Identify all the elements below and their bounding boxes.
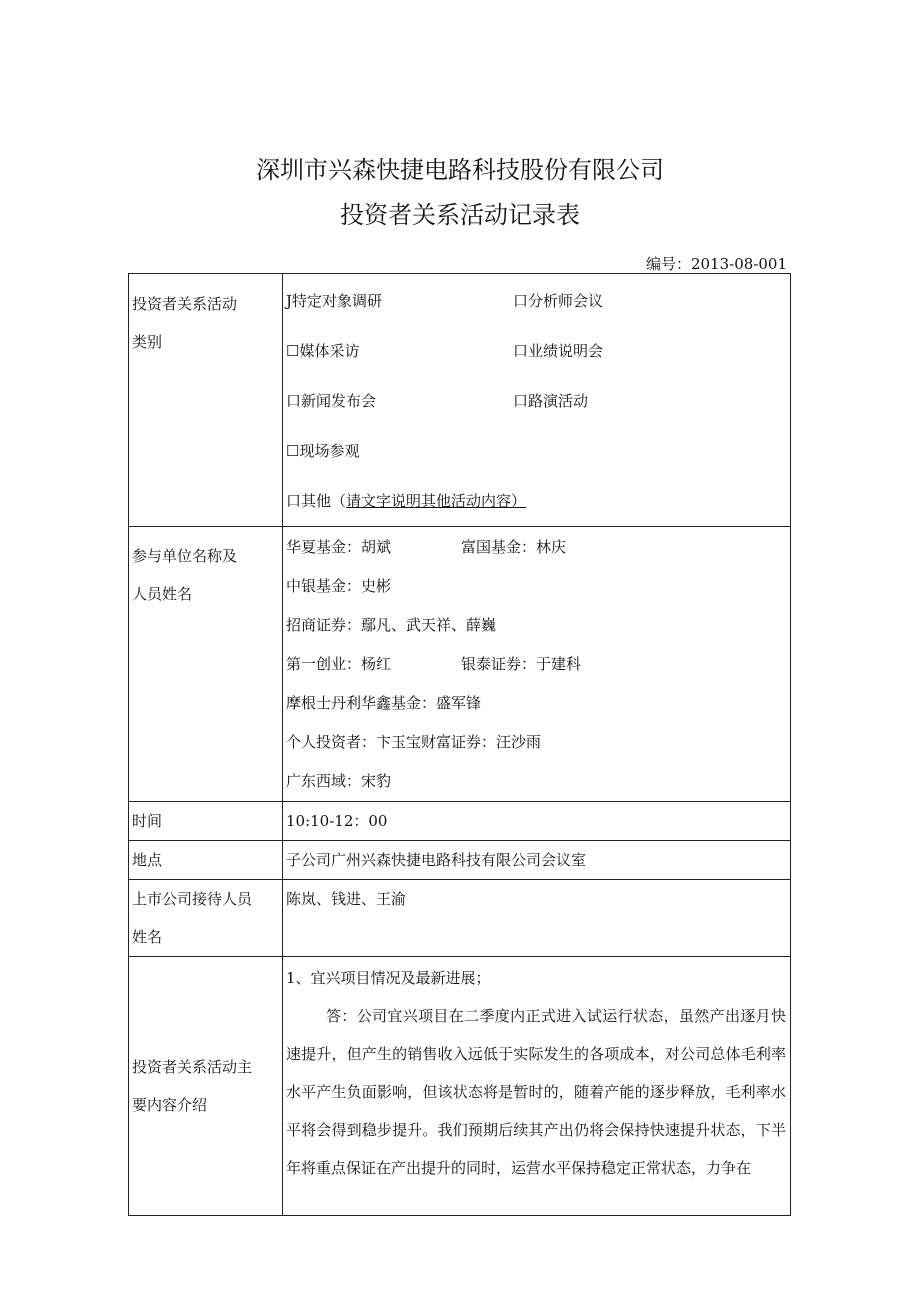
label-line: 人员姓名 [132, 585, 193, 603]
option-press-conference[interactable]: 口新闻发布会 [286, 392, 377, 410]
label-line: 姓名 [132, 928, 163, 946]
option-analyst-meeting[interactable]: 口分析师会议 [513, 292, 604, 310]
option-earnings-briefing[interactable]: 口业绩说明会 [513, 342, 604, 360]
category-label [129, 274, 283, 527]
table-row [129, 274, 791, 527]
participant-entry: 富国基金：林庆 [461, 538, 567, 556]
document-number: 编号：2013-08-001 [645, 255, 787, 273]
category-options [283, 274, 791, 527]
table-row [129, 527, 791, 802]
table-row [129, 841, 791, 880]
option-media-interview[interactable]: ☐媒体采访 [286, 342, 360, 360]
company-title: 深圳市兴森快捷电路科技股份有限公司 [256, 156, 664, 184]
participant-entry: 招商证券：鄢凡、武天祥、薛巍 [286, 616, 497, 634]
participant-entry: 个人投资者：卞玉宝财富证券：汪沙雨 [286, 733, 542, 751]
option-roadshow[interactable]: 口路演活动 [513, 392, 589, 410]
participant-entry: 广东西域：宋豹 [286, 772, 392, 790]
table-row [129, 957, 791, 1216]
participant-entry: 华夏基金：胡斌 [286, 538, 392, 556]
content-label [129, 957, 283, 1216]
participant-entry: 中银基金：史彬 [286, 577, 392, 595]
table-row [129, 802, 791, 841]
table-row [129, 880, 791, 957]
participant-entry: 第一创业：杨红 [286, 655, 392, 673]
option-special-research[interactable]: J特定对象调研 [286, 292, 383, 310]
label-line: 类别 [132, 333, 163, 351]
option-site-visit[interactable]: ☐现场参观 [286, 442, 360, 460]
option-other[interactable] [286, 476, 526, 526]
answer-1: 答：公司宜兴项目在二季度内正式进入试运行状态，虽然产出逐月快速提升，但产生的销售收入远低于实际发生的各项成本，对公司总体毛利率水平产生负面影响，但该状态将是暂时的，随着产能的逐步释放，毛利率水平将会得到稳步提升。我们预期后续其产出仍将会保持快速提升状态，下半年将重点保证在产出提升的同时，运营水平保持稳定正常状态，力争在 [286, 1007, 786, 1177]
receptionists-value: 陈岚、钱进、王渝 [283, 880, 791, 957]
option-other-text: 请文字说明其他活动内容） [346, 492, 527, 510]
question-1: 1、宜兴项目情况及最新进展； [286, 969, 491, 987]
location-label: 地点 [129, 841, 283, 880]
participant-line [286, 723, 790, 762]
label-line: 投资者关系活动 [132, 295, 238, 313]
time-value: 10:10-12：00 [283, 802, 791, 841]
form-title: 投资者关系活动记录表 [340, 201, 580, 229]
option-other-prefix: 口其他（ [286, 492, 347, 510]
participant-line [286, 645, 790, 684]
label-line: 参与单位名称及 [132, 547, 238, 565]
receptionists-label [129, 880, 283, 957]
participants-list [283, 527, 791, 802]
location-value: 子公司广州兴森快捷电路科技有限公司会议室 [283, 841, 791, 880]
label-line: 投资者关系活动主 [132, 1058, 253, 1076]
participant-entry: 银泰证券：于建科 [461, 655, 582, 673]
participant-line [286, 528, 790, 567]
label-line: 要内容介绍 [132, 1096, 208, 1114]
content-body [283, 957, 791, 1216]
participant-line [286, 606, 790, 645]
participant-line [286, 762, 790, 801]
time-label: 时间 [129, 802, 283, 841]
record-table [128, 273, 791, 1216]
participant-entry: 摩根士丹利华鑫基金：盛军锋 [286, 694, 482, 712]
participants-label [129, 527, 283, 802]
participant-line [286, 684, 790, 723]
participant-line [286, 567, 790, 606]
label-line: 上市公司接待人员 [132, 890, 253, 908]
